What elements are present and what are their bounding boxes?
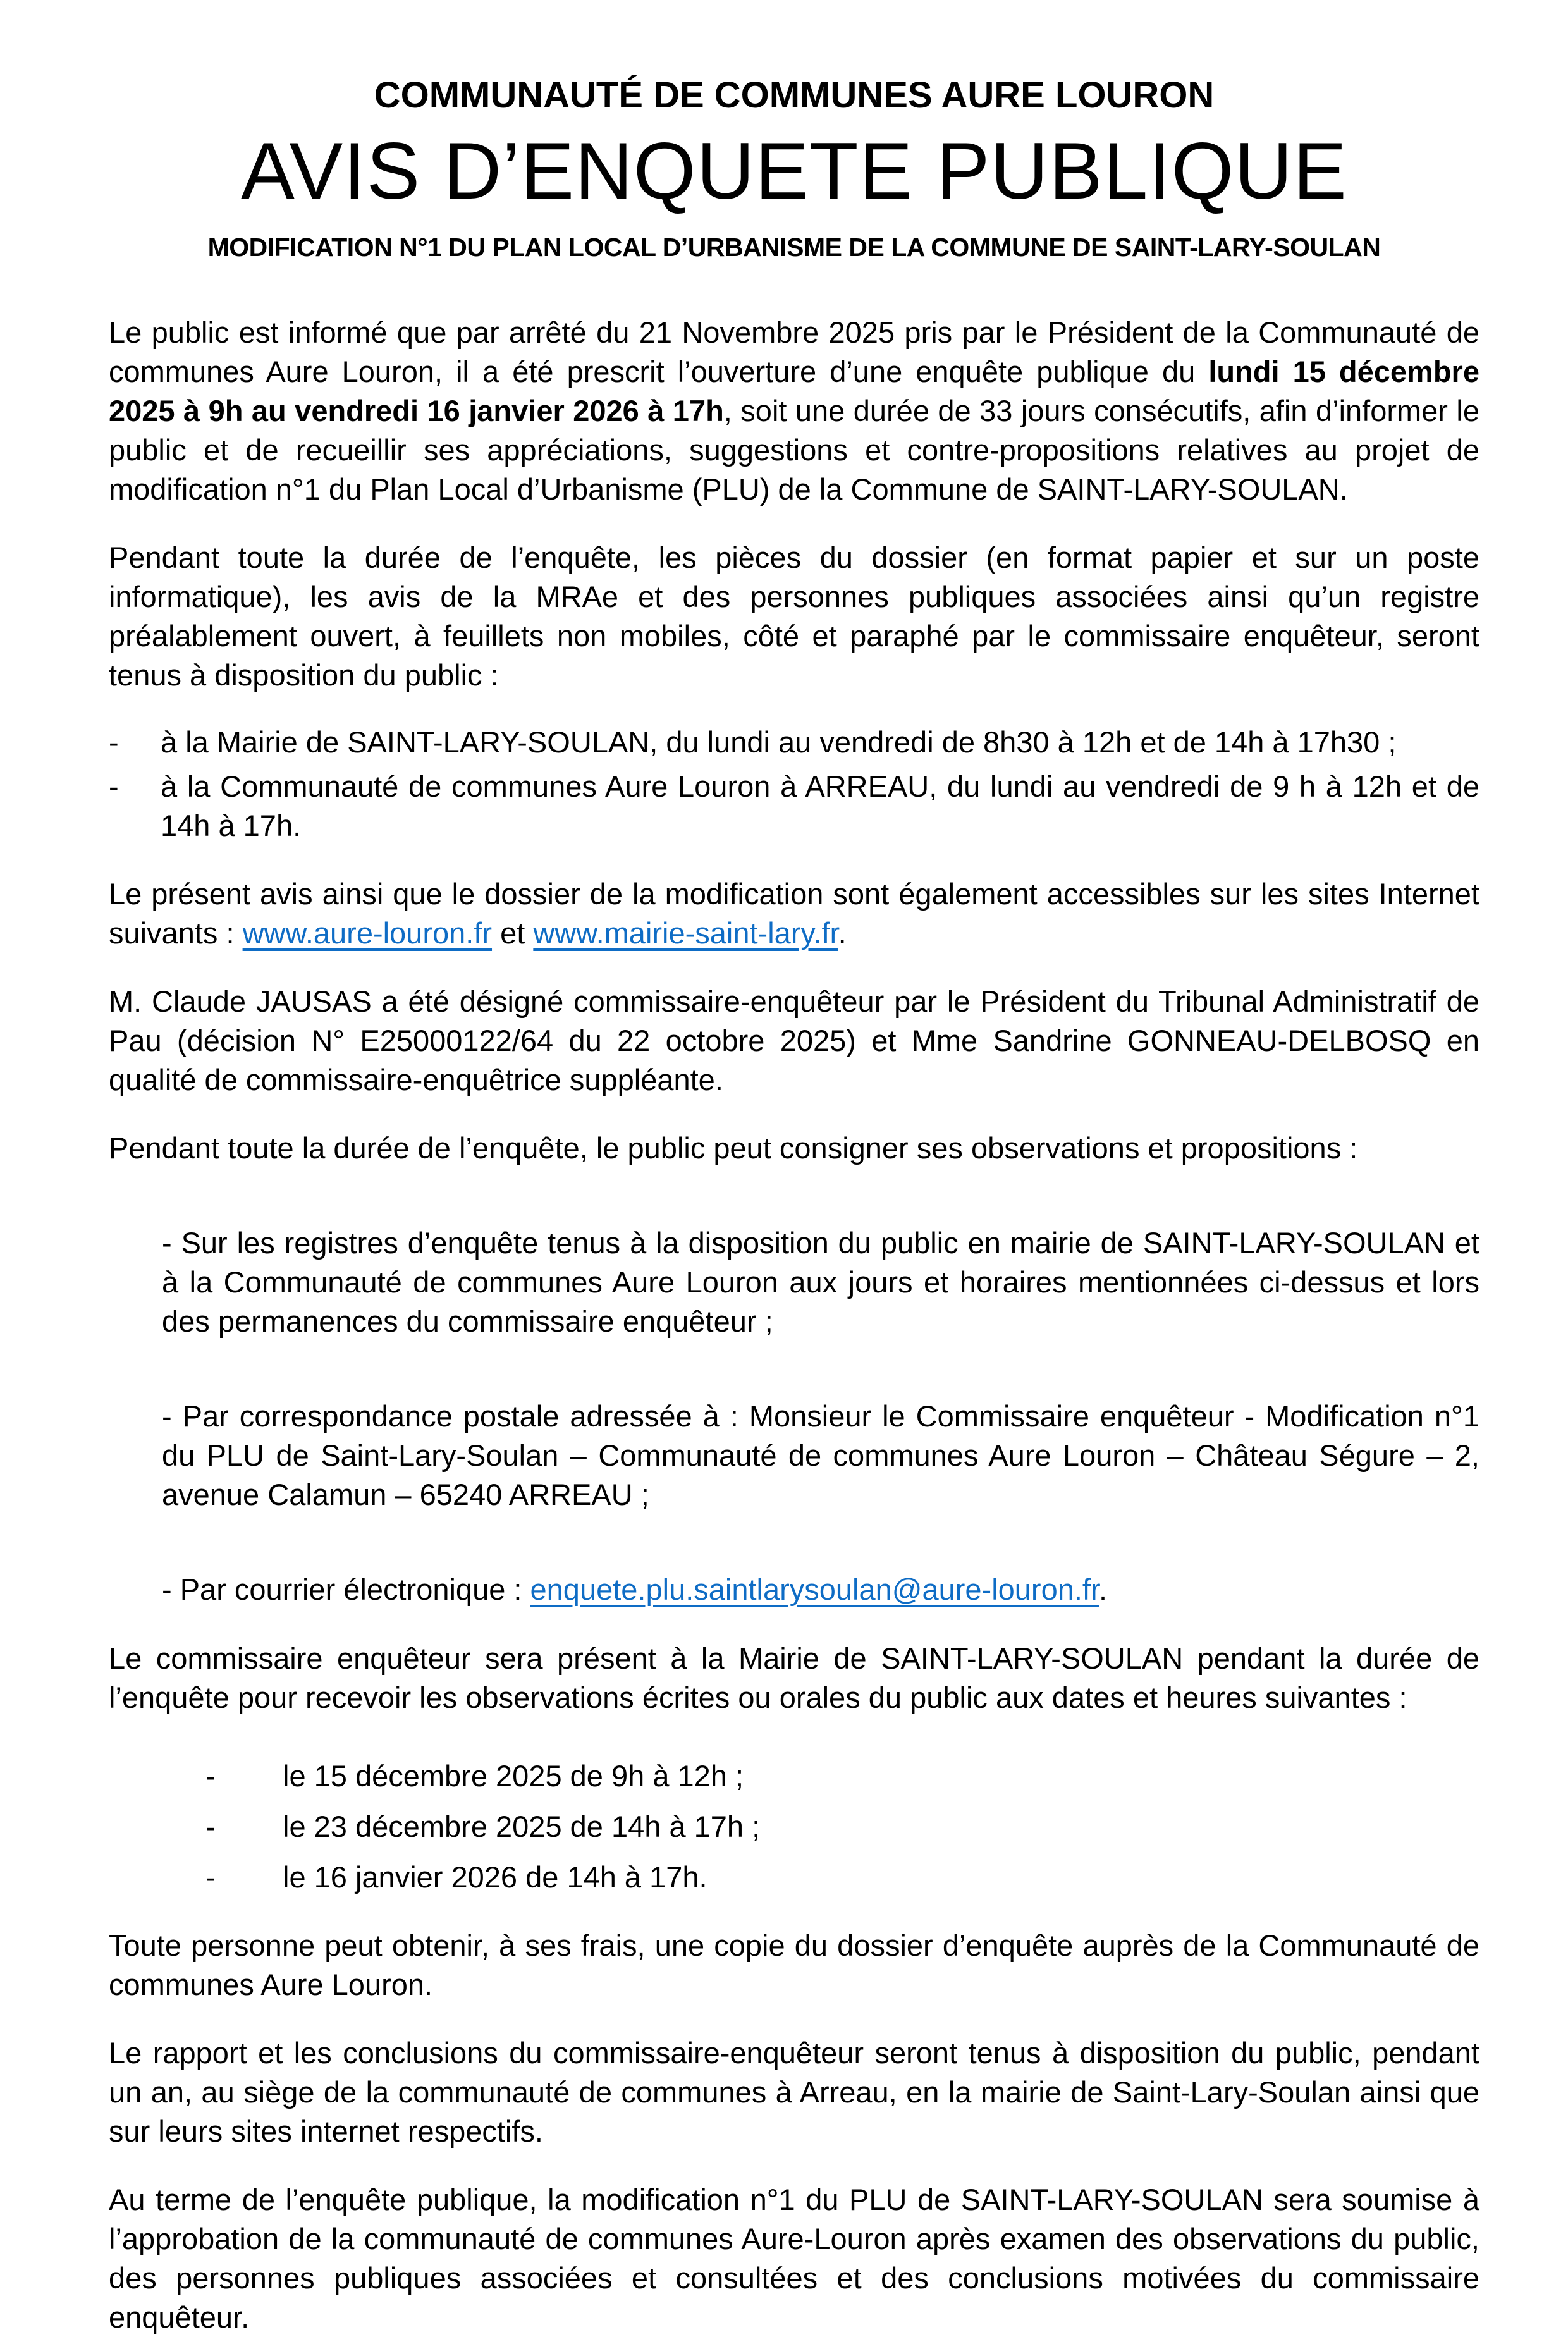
org-name: COMMUNAUTÉ DE COMMUNES AURE LOURON [374,75,1215,116]
paragraph-copy-request: Toute personne peut obtenir, à ses frais, une copie du dossier d’enquête auprès de la Communauté de communes Aure Louron. [109,1929,1479,2002]
notice-title: AVIS D’ENQUETE PUBLIQUE [241,125,1347,216]
paragraph-internet-access-start: Le présent avis ainsi que le dossier de la modification sont également accessibles sur les sites Internet suivants : [109,877,1479,950]
venue-item [109,767,1479,845]
date-list [205,1757,1479,1897]
dash-marker: - [109,725,119,759]
venue-item-text: à la Communauté de communes Aure Louron à ARREAU, du lundi au vendredi de 9 h à 12h et de 14h à 17h. [161,770,1479,843]
paragraph-observations-intro: Pendant toute la durée de l’enquête, le public peut consigner ses observations et propositions : [109,1131,1358,1165]
paragraph-public-informed [109,313,1479,509]
date-item [205,1858,1479,1897]
sub-item-email [162,1570,1479,1609]
venue-list [109,723,1479,845]
date-item-text: le 23 décembre 2025 de 14h à 17h ; [283,1810,761,1844]
dash-marker: - [205,1860,216,1894]
dash-marker: - [205,1759,216,1793]
date-item-text: le 16 janvier 2026 de 14h à 17h. [283,1860,707,1894]
dash-marker: - [109,770,119,804]
inquiry-period-bold: lundi 15 décembre 2025 à 9h au vendredi 16 janvier 2026 à 17h [109,355,1479,428]
sub-item-email-label: - Par courrier électronique : [162,1573,530,1607]
venue-item-text: à la Mairie de SAINT-LARY-SOULAN, du lundi au vendredi de 8h30 à 12h et de 14h à 17h30 ; [161,725,1397,759]
paragraph-internet-access [109,874,1479,953]
notice-body [109,313,1479,2337]
paragraph-commissioner-designation: M. Claude JAUSAS a été désigné commissaire-enquêteur par le Président du Tribunal Administratif de Pau (décision N° E25000122/64 du 22 octobre 2025) et Mme Sandrine GONNEAU-DELBOSQ en qualité de commissaire-enquêtrice suppléante. [109,984,1479,1097]
paragraph-public-informed-start: Le public est informé que par arrêté du 21 Novembre 2025 pris par le Président de la Communauté de communes Aure Louron, il a été prescrit l’ouverture d’une enquête publique du [109,316,1479,389]
venue-item [109,723,1479,762]
sub-item-email-end: . [1099,1573,1108,1607]
dash-marker: - [205,1810,216,1844]
paragraph-commissioner-presence: Le commissaire enquêteur sera présent à la Mairie de SAINT-LARY-SOULAN pendant la durée de l’enquête pour recevoir les observations écrites ou orales du public aux dates et heures suivantes : [109,1641,1479,1715]
paragraph-approval: Au terme de l’enquête publique, la modification n°1 du PLU de SAINT-LARY-SOULAN sera soumise à l’approbation de la communauté de communes Aure-Louron après examen des observations du public, des personnes publiques associées et consultées et des conclusions motivées du commissaire enquêteur. [109,2183,1479,2334]
date-item [205,1757,1479,1796]
mairie-saint-lary-link[interactable]: www.mairie-saint-lary.fr [533,916,838,950]
paragraph-public-informed-end: , soit une durée de 33 jours consécutifs, afin d’informer le public et de recueillir ses appréciations, suggestions et contre-propositions relatives au projet de modification n°1 du Plan Local d’Urbanisme (PLU) de la Commune de SAINT-LARY-SOULAN. [109,394,1479,506]
date-item [205,1807,1479,1846]
aure-louron-link[interactable]: www.aure-louron.fr [242,916,493,950]
sub-item-postal-mail: - Par correspondance postale adressée à : Monsieur le Commissaire enquêteur - Modification n°1 du PLU de Saint-Lary-Soulan – Communauté de communes Aure Louron – Château Ségure – 2, avenue Calamun – 65240 ARREAU ; [162,1399,1479,1512]
date-item-text: le 15 décembre 2025 de 9h à 12h ; [283,1759,744,1793]
paragraph-dossier-availability: Pendant toute la durée de l’enquête, les pièces du dossier (en format papier et sur un poste informatique), les avis de la MRAe et des personnes publiques associées ainsi qu’un registre préalablement ouvert, à feuillets non mobiles, côté et paraphé par le commissaire enquêteur, seront tenus à disposition du public : [109,541,1479,692]
paragraph-internet-access-end: . [838,916,847,950]
enquiry-email-link[interactable]: enquete.plu.saintlarysoulan@aure-louron.fr [530,1573,1099,1607]
sub-item-registers: - Sur les registres d’enquête tenus à la disposition du public en mairie de SAINT-LARY-SOULAN et à la Communauté de communes Aure Louron aux jours et horaires mentionnées ci-dessus et lors des permanences du commissaire enquêteur ; [162,1226,1479,1339]
paragraph-internet-access-mid: et [492,916,534,950]
paragraph-report-availability: Le rapport et les conclusions du commissaire-enquêteur seront tenus à disposition du public, pendant un an, au siège de la communauté de communes à Arreau, en la mairie de Saint-Lary-Soulan ainsi que sur leurs sites internet respectifs. [109,2036,1479,2149]
notice-subtitle: MODIFICATION N°1 DU PLAN LOCAL D’URBANISME DE LA COMMUNE DE SAINT-LARY-SOULAN [207,233,1381,262]
